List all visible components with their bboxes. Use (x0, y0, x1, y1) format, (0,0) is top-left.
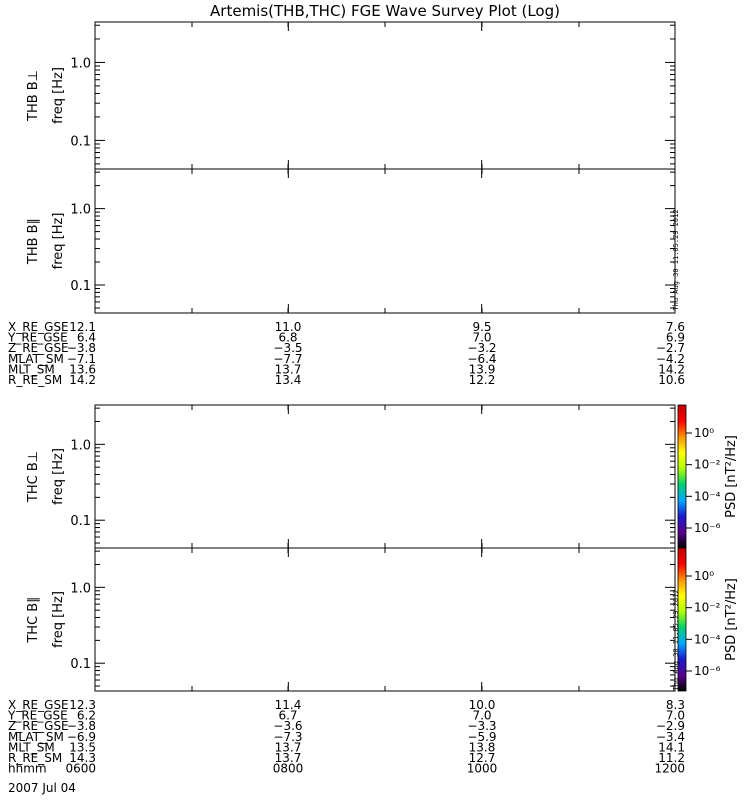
date-label: 2007 Jul 04 (8, 781, 76, 795)
y-tick-label: 0.1 (70, 657, 91, 673)
y-tick-label: 0.1 (70, 514, 91, 530)
ephem-row-label: X_RE_GSE (8, 698, 69, 712)
ephem-value: 1200 (654, 761, 685, 776)
ephem-value: −2.7 (655, 341, 685, 356)
ephem-value: 13.9 (468, 362, 496, 377)
ephem-row-label: R_RE_SM (8, 373, 63, 387)
ephem-value: 13.4 (274, 373, 302, 387)
y-axis-label: freq [Hz] (51, 591, 66, 648)
ephem-value: −3.5 (273, 341, 303, 356)
ephem-value: 12.3 (69, 698, 96, 712)
y-axis-label: freq [Hz] (51, 212, 66, 270)
ephem-value: 0600 (65, 761, 96, 776)
ephemeris-table (7, 320, 685, 795)
panel-frame (95, 22, 675, 169)
colorbar-tick-label: 10⁻² (694, 457, 721, 472)
ephem-value: 6.8 (278, 330, 298, 345)
ephemeris-thc (7, 698, 685, 776)
ephem-row-label: MLT_SM (8, 740, 55, 755)
ephem-value: 13.7 (274, 362, 302, 377)
panel-1 (26, 169, 675, 313)
ephem-value: 7.0 (665, 708, 685, 723)
ephem-value: 14.2 (69, 373, 96, 387)
panel-label: THC B∥ (26, 596, 41, 643)
ephem-row-label: MLAT_SM (8, 729, 64, 744)
ephem-value: 13.6 (69, 362, 96, 377)
ephem-row-label: MLT_SM (8, 362, 55, 377)
y-tick-label: 1.0 (70, 202, 91, 218)
panel-3 (26, 548, 675, 691)
ephem-value: 13.5 (69, 740, 96, 755)
ephem-value: 12.2 (468, 373, 496, 387)
ephem-value: 14.2 (658, 362, 685, 377)
panel-label: THC B⊥ (26, 450, 41, 503)
colorbar-tick-label: 10⁻⁴ (694, 489, 721, 504)
ephem-value: 6.7 (278, 708, 298, 723)
panel-2 (26, 405, 675, 548)
ephem-value: 13.7 (274, 751, 302, 765)
ephem-value: −4.2 (655, 351, 685, 366)
ephem-value: −3.8 (66, 341, 96, 356)
ephem-value: 10.0 (468, 698, 496, 712)
ephem-value: −3.4 (655, 729, 685, 744)
ephem-value: −6.9 (66, 729, 96, 744)
ephem-row-label: MLAT_SM (8, 351, 64, 366)
ephem-value: 13.7 (274, 740, 302, 755)
ephem-value: 7.6 (665, 320, 685, 334)
colorbar-1 (678, 548, 739, 691)
ephem-value: 14.3 (69, 751, 96, 765)
y-tick-label: 1.0 (70, 581, 91, 597)
ephem-value: −6.4 (467, 351, 497, 366)
ephem-value: 8.3 (665, 698, 685, 712)
ephem-value: 6.2 (76, 708, 96, 723)
ephem-value: −7.3 (273, 729, 303, 744)
panel-frame (95, 548, 675, 691)
y-axis-label: freq [Hz] (51, 448, 66, 505)
ephem-value: −5.9 (467, 729, 497, 744)
ephem-value: 12.1 (69, 320, 96, 334)
ephem-value: −3.6 (273, 719, 303, 734)
ephem-value: −3.8 (66, 719, 96, 734)
ephem-value: 6.9 (665, 330, 685, 345)
ephem-value: −7.1 (66, 351, 96, 366)
ephem-value: 7.0 (472, 708, 492, 723)
timestamp-stamp: Thu Aug 30 11:05:29 2012 (672, 589, 680, 691)
plot-title: Artemis(THB,THC) FGE Wave Survey Plot (Log) (210, 2, 560, 20)
panel-frame (95, 405, 675, 548)
ephem-value: 7.0 (472, 330, 492, 345)
ephem-row-label: Z_RE_GSE (8, 341, 69, 356)
ephem-row-label: Z_RE_GSE (8, 719, 69, 734)
ephem-row-label: Y_RE_GSE (8, 330, 68, 345)
colorbar-tick-label: 10⁰ (694, 569, 715, 583)
ephem-value: −3.3 (467, 719, 497, 734)
colorbar-tick-label: 10⁰ (694, 426, 715, 440)
y-axis-label: freq [Hz] (51, 67, 66, 124)
ephem-value: 1000 (466, 761, 498, 776)
y-tick-label: 0.1 (70, 279, 91, 295)
colorbar-gradient (678, 405, 686, 548)
ephem-value: −7.7 (273, 351, 303, 366)
ephem-value: 10.6 (658, 373, 685, 387)
ephem-value: 0800 (272, 761, 304, 776)
panel-label: THB B⊥ (26, 69, 41, 122)
colorbar-tick-label: 10⁻⁶ (694, 521, 721, 535)
panel-label: THB B∥ (26, 217, 41, 265)
ephem-value: −2.9 (655, 719, 685, 734)
ephem-value: 11.0 (274, 320, 302, 334)
colorbar-label: PSD [nT²/Hz] (724, 435, 739, 518)
y-tick-label: 0.1 (70, 134, 91, 150)
timestamp-stamp: Thu Aug 30 11:05:29 2012 (672, 209, 680, 311)
colorbar-label: PSD [nT²/Hz] (724, 578, 739, 661)
ephem-row-label: Y_RE_GSE (8, 708, 68, 723)
ephem-value: 12.7 (468, 751, 496, 765)
colorbars (678, 405, 739, 691)
panel-0 (26, 22, 675, 169)
colorbar-tick-label: 10⁻⁶ (694, 664, 721, 678)
ephem-row-label: X_RE_GSE (8, 320, 69, 334)
colorbar-0 (678, 405, 739, 548)
colorbar-tick-label: 10⁻⁴ (694, 632, 721, 647)
ephemeris-thb (7, 320, 685, 387)
panel-frame (95, 169, 675, 313)
y-tick-label: 1.0 (70, 56, 91, 72)
ephem-value: 11.2 (658, 751, 685, 765)
ephem-row-label: R_RE_SM (8, 751, 63, 765)
ephem-value: 13.8 (468, 740, 496, 755)
spectrogram-panels (26, 22, 675, 691)
ephem-value: 11.4 (274, 698, 302, 712)
colorbar-tick-label: 10⁻² (694, 600, 721, 615)
ephem-value: 14.1 (658, 740, 685, 755)
y-tick-label: 1.0 (70, 438, 91, 454)
ephem-value: −3.2 (467, 341, 497, 356)
ephem-row-label: hhmm (8, 761, 47, 776)
ephem-value: 9.5 (472, 320, 492, 334)
ephem-value: 6.4 (76, 330, 96, 345)
